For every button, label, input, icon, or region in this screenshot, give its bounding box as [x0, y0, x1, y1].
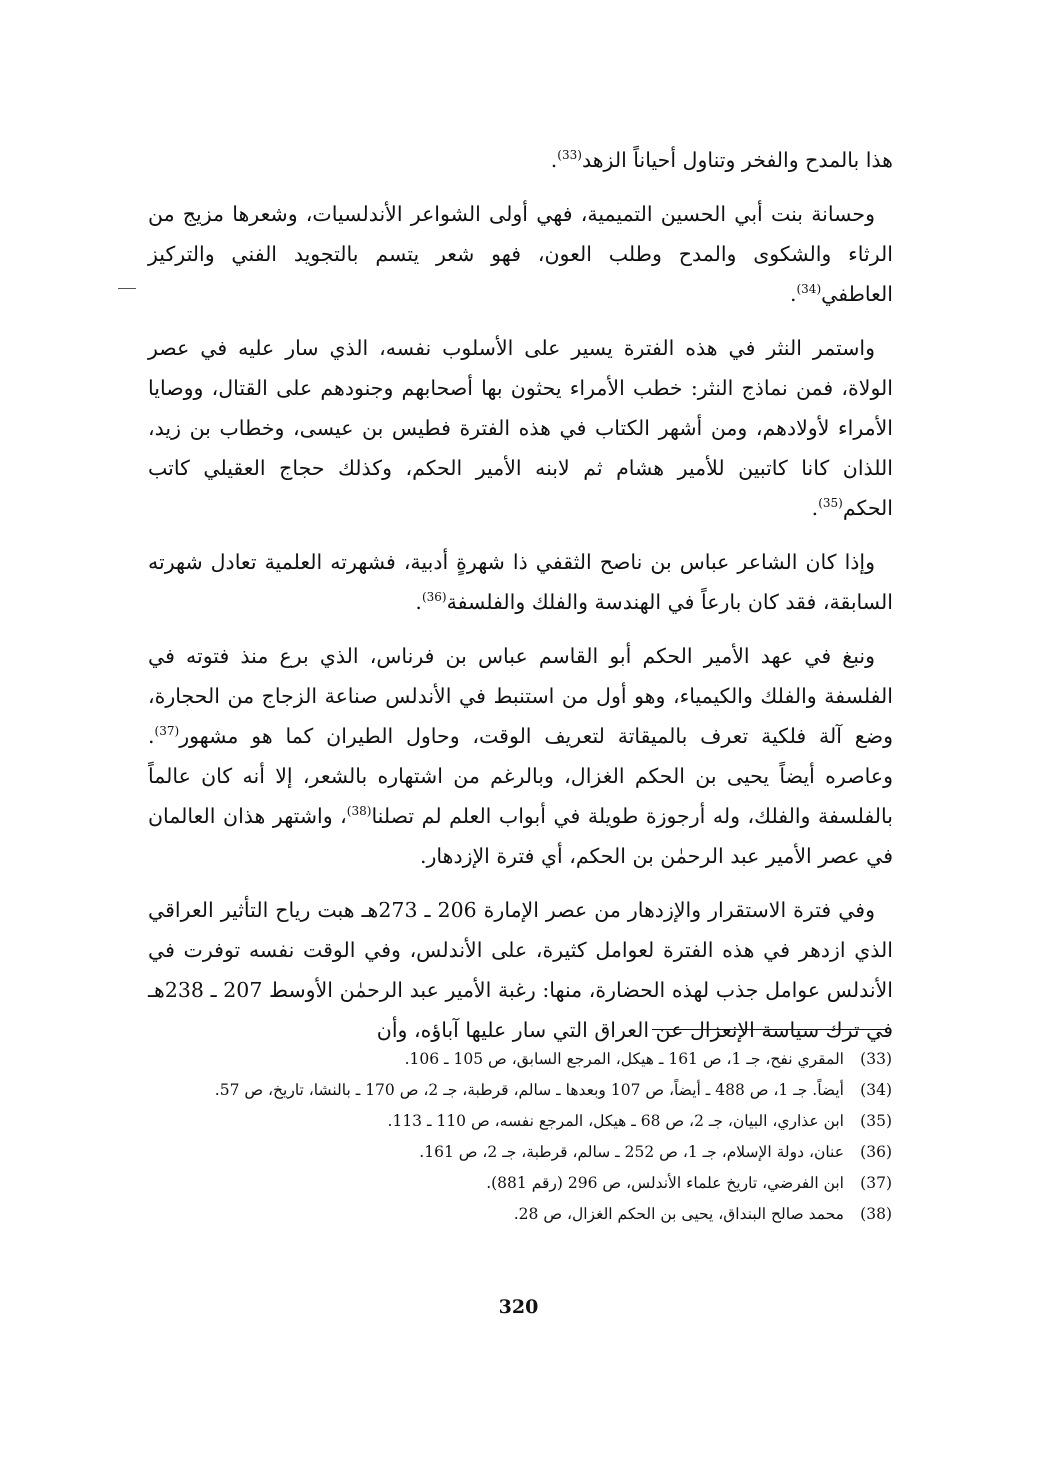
footnote-text: أيضاً. جـ 1، ص 488 ـ أيضاً، ص 107 وبعدها ـ سالم، قرطبة، جـ 2، ص 170 ـ بالنشا، تاريخ، ص 57.: [214, 1081, 844, 1099]
paragraph-text: هذا بالمدح والفخر وتناول أحياناً الزهد: [581, 148, 893, 172]
footnote-text: محمد صالح البنداق، يحيى بن الحكم الغزال، ص 28.: [513, 1205, 844, 1223]
paragraph-text: واستمر النثر في هذه الفترة يسير على الأسلوب نفسه، الذي سار عليه في عصر الولاة، فمن نماذج النثر: خطب الأمراء يحثون بها أصحابهم وجنودهم على القتال، ووصايا الأمراء لأولادهم، ومن أشهر الكتاب في هذه الفترة فطيس بن عيسى، وخطاب بن زيد، اللذان كانا كاتبين للأمير هشام ثم لابنه الأمير الحكم، وكذلك حجاج العقيلي كاتب الحكم: [148, 336, 893, 520]
footnote-number: (35): [860, 1112, 892, 1130]
footnote-number: (36): [860, 1143, 892, 1161]
footnote-number: (33): [860, 1050, 892, 1068]
main-text: [148, 140, 893, 1064]
footnote-34: [120, 1075, 892, 1106]
footnote-ref: (34): [796, 282, 822, 297]
footnote-ref: (37): [154, 724, 180, 739]
paragraph-4: [148, 542, 893, 622]
paragraph-tail: ، واشتهر هذان العالمان في عصر الأمير عبد الرحمٰن بن الحكم، أي فترة الإزدهار.: [148, 804, 893, 868]
paragraph-text: وإذا كان الشاعر عباس بن ناصح الثقفي ذا شهرةٍ أدبية، فشهرته العلمية تعادل شهرته السابقة، فقد كان بارعاً في الهندسة والفلك والفلسفة: [148, 550, 893, 614]
paragraph-text: وفي فترة الاستقرار والإزدهار من عصر الإمارة 206 ـ 273هـ هبت رياح التأثير العراقي الذي ازدهر في هذه الفترة لعوامل كثيرة، على الأندلس، وفي الوقت نفسه توفرت في الأندلس عوامل جذب لهذه الحضارة، منها: رغبة الأمير عبد الرحمٰن الأوسط 207 ـ 238هـ في ترك سياسة الإنعزال عن العراق التي سار عليها آباؤه، وأن: [148, 898, 894, 1042]
footnote-38: [120, 1199, 892, 1230]
paragraph-2: [148, 194, 893, 314]
paragraph-tail: .: [811, 496, 819, 520]
paragraph-tail: .: [550, 148, 558, 172]
footnote-35: [120, 1106, 892, 1137]
footnote-separator: [652, 1029, 886, 1030]
footnote-36: [120, 1137, 892, 1168]
footnote-33: [120, 1044, 892, 1075]
footnote-text: المقري نفح، جـ 1، ص 161 ـ هيكل، المرجع السابق، ص 105 ـ 106.: [404, 1050, 844, 1068]
paragraph-tail: .: [789, 282, 797, 306]
footnote-text: عنان، دولة الإسلام، جـ 1، ص 252 ـ سالم، قرطبة، جـ 2، ص 161.: [419, 1143, 844, 1161]
footnote-number: (38): [860, 1205, 892, 1223]
footnote-number: (34): [860, 1081, 892, 1099]
paragraph-3: [148, 328, 893, 528]
footnote-text: ابن عذاري، البيان، جـ 2، ص 68 ـ هيكل، المرجع نفسه، ص 110 ـ 113.: [387, 1112, 844, 1130]
paragraph-6: [148, 890, 893, 1050]
paragraph-text: ونبغ في عهد الأمير الحكم أبو القاسم عباس بن فرناس، الذي برع منذ فتوته في الفلسفة والفلك والكيمياء، وهو أول من استنبط في الأندلس صناعة الزجاج من الحجارة، وضع آلة فلكية تعرف بالميقاتة لتعريف الوقت، وحاول الطيران كما هو مشهور: [148, 644, 893, 748]
margin-mark: [118, 288, 136, 289]
footnotes: [120, 1044, 892, 1230]
page-number: 320: [498, 1296, 539, 1318]
paragraph-tail: . وعاصره أيضاً يحيى بن الحكم الغزال، وبالرغم من اشتهاره بالشعر، إلا أنه كان عالماً بالفلسفة والفلك، وله أرجوزة طويلة في أبواب العلم لم تصلنا: [148, 724, 893, 828]
footnote-ref: (36): [421, 590, 447, 605]
footnote-37: [120, 1168, 892, 1199]
footnote-ref: (33): [557, 148, 582, 163]
footnote-ref: (35): [818, 496, 843, 511]
paragraph-5: [148, 636, 893, 876]
footnote-text: ابن الفرضي، تاريخ علماء الأندلس، ص 296 (رقم 881).: [486, 1174, 844, 1192]
paragraph-1: [148, 140, 893, 180]
paragraph-tail: .: [415, 590, 422, 614]
footnote-number: (37): [860, 1174, 892, 1192]
paragraph-text: وحسانة بنت أبي الحسين التميمية، فهي أولى الشواعر الأندلسيات، وشعرها مزيج من الرثاء والشكوى والمدح وطلب العون، فهو شعر يتسم بالتجويد الفني والتركيز العاطفي: [148, 202, 893, 306]
footnote-ref: (38): [346, 804, 372, 819]
